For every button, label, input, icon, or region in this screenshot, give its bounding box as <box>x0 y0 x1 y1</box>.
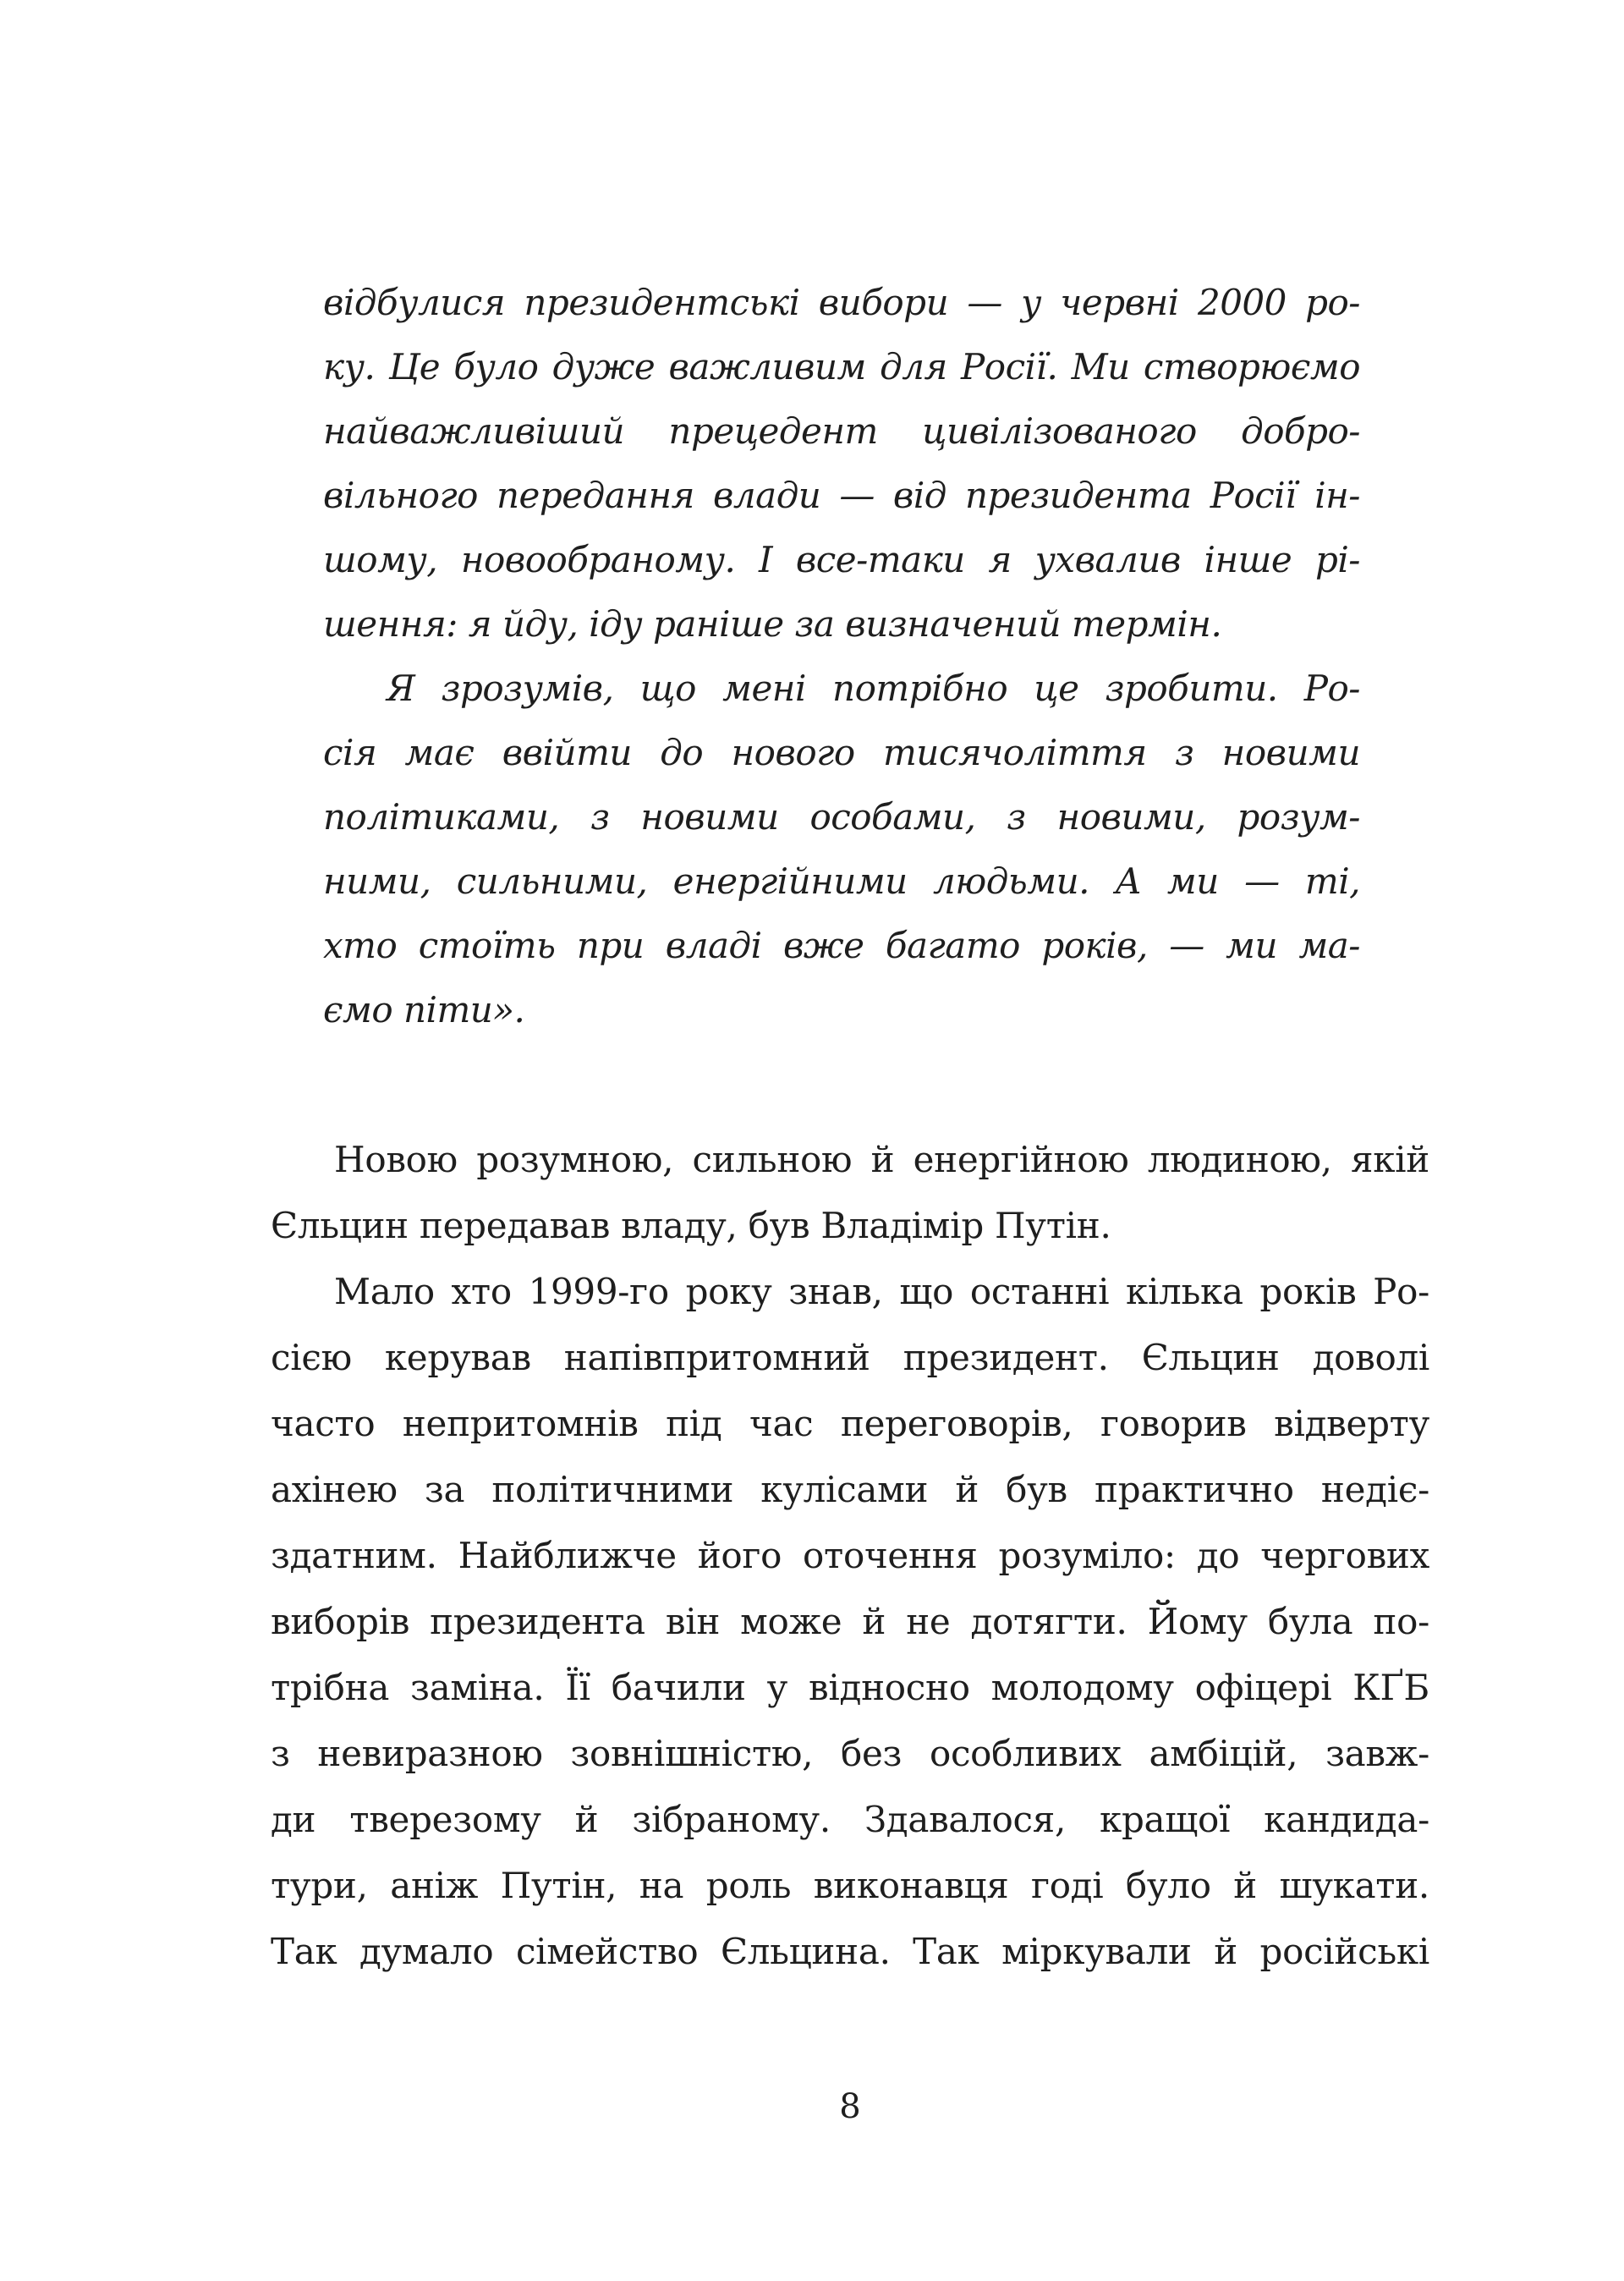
text-line: шому, новообраному. І все-таки я ухвалив інше рі- <box>323 539 1360 580</box>
text-line: з невиразною зовнішністю, без особливих амбіцій, завж- <box>271 1733 1429 1774</box>
text-line: Новою розумною, сильною й енергійною людиною, якій <box>334 1139 1429 1180</box>
text-line: політиками, з новими особами, з новими, розум- <box>323 796 1360 838</box>
text-line: ємо піти». <box>323 989 525 1031</box>
text-line: хто стоїть при владі вже багато років, — ми ма- <box>323 925 1360 966</box>
text-line: Так думало сімейство Єльцина. Так міркували й російські <box>271 1931 1429 1972</box>
page-number: 8 <box>839 2087 861 2126</box>
text-line: вільного передання влади — від президента Росії ін- <box>323 475 1360 516</box>
text-line: ку. Це було дуже важливим для Росії. Ми створюємо <box>323 346 1360 387</box>
text-line: здатним. Найближче його оточення розуміло: до чергових <box>271 1535 1429 1576</box>
text-line: ди тверезому й зібраному. Здавалося, кращої кандида- <box>271 1799 1429 1840</box>
text-line: тури, аніж Путін, на роль виконавця годі було й шукати. <box>271 1865 1429 1906</box>
text-line: Єльцин передавав владу, був Владімір Путін. <box>271 1205 1111 1246</box>
text-line: ахінею за політичними кулісами й був практично недіє- <box>271 1469 1429 1510</box>
text-line: відбулися президентські вибори — у червні 2000 ро- <box>323 282 1360 323</box>
text-line: найважливіший прецедент цивілізованого добро- <box>323 410 1360 452</box>
quote-block <box>323 271 1360 1042</box>
text-line: виборів президента він може й не дотягти. Йому була по- <box>271 1601 1429 1642</box>
text-line: шення: я йду, іду раніше за визначений термін. <box>323 603 1222 645</box>
body-block <box>271 1127 1429 1985</box>
text-line: трібна заміна. Її бачили у відносно молодому офіцері КҐБ <box>271 1667 1429 1708</box>
text-line: Я зрозумів, що мені потрібно це зробити. Ро- <box>387 668 1360 709</box>
text-line: ними, сильними, енергійними людьми. А ми — ті, <box>323 860 1360 902</box>
text-line: сією керував напівпритомний президент. Єльцин доволі <box>271 1337 1429 1378</box>
text-line: Мало хто 1999-го року знав, що останні кілька років Ро- <box>334 1271 1429 1312</box>
text-line: сія має ввійти до нового тисячоліття з новими <box>323 732 1360 773</box>
text-column <box>271 271 1429 1985</box>
text-line: часто непритомнів під час переговорів, говорив відверту <box>271 1403 1429 1444</box>
